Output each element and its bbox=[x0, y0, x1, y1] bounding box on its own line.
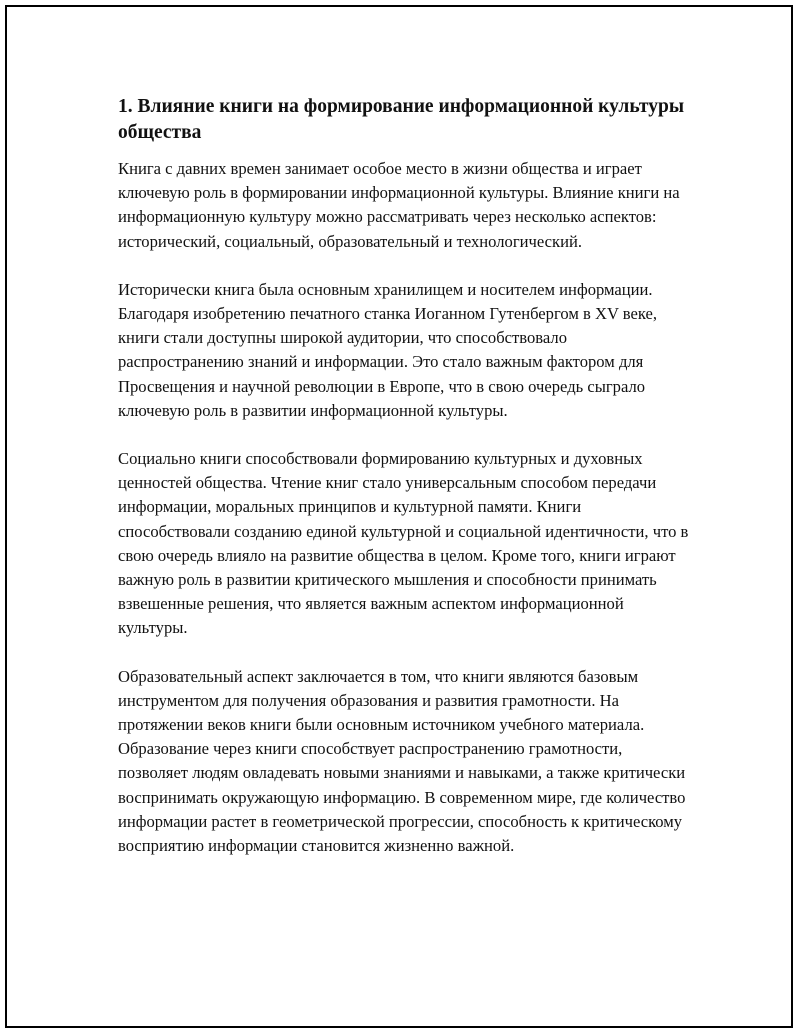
paragraph-educational: Образовательный аспект заключается в том, что книги являются базовым инструментом для получения образования и развития грамотности. На протяжении веков книги были основным источником учебного материала. Образование через книги способствует распространению грамотности, позволяет людям овладевать новыми знаниями и навыками, а также критически воспринимать окружающую информацию. В современном мире, где количество информации растет в геометрической прогрессии, способность к критическому восприятию информации становится жизненно важной. bbox=[118, 666, 686, 856]
paragraph-social: Социально книги способствовали формированию культурных и духовных ценностей общества. Чтение книг стало универсальным способом передачи информации, моральных принципов и культурной памяти. Книги способствовали созданию единой культурной и социальной идентичности, что в свою очередь влияло на развитие общества в целом. Кроме того, книги играют важную роль в развитии критического мышления и способности принимать взвешенные решения, что является важным аспектом информационной культуры. bbox=[118, 449, 689, 638]
document-body bbox=[118, 94, 693, 882]
section-title: 1. Влияние книги на формирование информационной культуры общества bbox=[118, 96, 685, 143]
paragraph-historical: Исторически книга была основным хранилищем и носителем информации. Благодаря изобретению печатного станка Иоганном Гутенбергом в XV веке, книги стали доступны широкой аудитории, что способствовало распространению знаний и информации. Это стало важным фактором для Просвещения и научной революции в Европе, что в свою очередь сыграло ключевую роль в развитии информационной культуры. bbox=[118, 279, 658, 420]
paragraph-intro: Книга с давних времен занимает особое место в жизни общества и играет ключевую роль в формировании информационной культуры. Влияние книги на информационную культуру можно рассматривать через несколько аспектов: исторический, социальный, образовательный и технологический. bbox=[118, 159, 680, 251]
